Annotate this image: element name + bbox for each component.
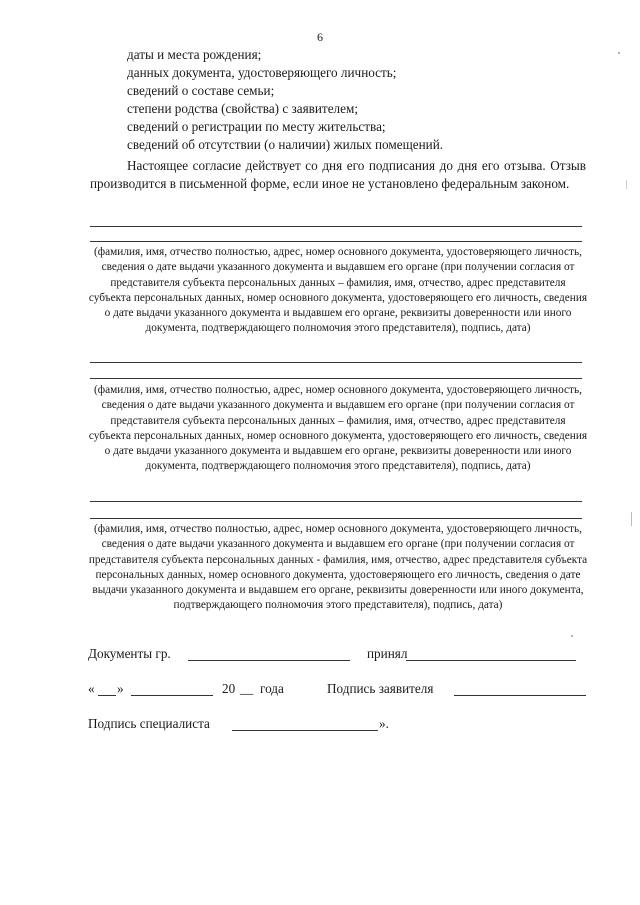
applicant-signature-label: Подпись заявителя: [327, 681, 434, 696]
page-number: 6: [317, 30, 323, 44]
citizen-name-field[interactable]: [188, 660, 350, 661]
specialist-signature-field[interactable]: [232, 730, 378, 731]
year-suffix: года: [260, 681, 284, 696]
list-item: сведений о регистрации по месту жительства;: [127, 119, 386, 134]
accepted-label: принял: [367, 646, 408, 661]
day-field[interactable]: [98, 695, 116, 696]
signature-line[interactable]: [90, 501, 582, 502]
scan-speck: [626, 180, 627, 189]
signature-line[interactable]: [90, 226, 582, 227]
signature-line[interactable]: [90, 362, 582, 363]
applicant-signature-field[interactable]: [454, 695, 586, 696]
signature-line[interactable]: [90, 241, 582, 242]
signature-line[interactable]: [90, 518, 582, 519]
accepted-by-field[interactable]: [406, 660, 576, 661]
year-field[interactable]: __: [240, 681, 254, 696]
list-item: данных документа, удостоверяющего личность;: [127, 65, 397, 80]
list-item: сведений об отсутствии (о наличии) жилых помещений.: [127, 137, 444, 152]
scan-speck: [571, 635, 573, 637]
signature-caption: (фамилия, имя, отчество полностью, адрес, номер основного документа, удостоверяющего личность, сведения о дате выдачи указанного документа и выдавшем его органе (при получении согласия от представителя субъекта персональных данных – фамилия, имя, отчество, адрес представителя субъекта персональных данных, номер основного документа, удостоверяющего его личность, сведения о дате выдачи указанного документа и выдавшем его органе, реквизиты доверенности или иного документа, подтверждающего полномочия этого представителя), подпись, дата): [88, 246, 588, 335]
date-close-quote: »: [117, 681, 124, 696]
documents-label: Документы гр.: [88, 646, 171, 661]
personal-data-list: [127, 46, 597, 154]
specialist-end: ».: [379, 716, 389, 731]
list-item: сведений о составе семьи;: [127, 83, 275, 98]
consent-paragraph: Настоящее согласие действует со дня его подписания до дня его отзыва. Отзыв производится в письменной форме, если иное не установлено федеральным законом.: [90, 158, 586, 191]
scan-speck: [618, 52, 620, 54]
signature-line[interactable]: [90, 378, 582, 379]
month-field[interactable]: [131, 695, 213, 696]
date-open-quote: «: [88, 681, 95, 696]
list-item: степени родства (свойства) с заявителем;: [127, 101, 358, 116]
specialist-signature-label: Подпись специалиста: [88, 716, 210, 731]
list-item: даты и места рождения;: [127, 47, 262, 62]
signature-caption: (фамилия, имя, отчество полностью, адрес, номер основного документа, удостоверяющего личность, сведения о дате выдачи указанного документа и выдавшем его органе (при получении согласия от представителя субъекта персональных данных - фамилия, имя, отчество, адрес представителя субъекта персональных данных, номер основного документа, удостоверяющего его личность, сведения о дате выдачи указанного документа и выдавшем его органе, реквизиты доверенности или иного документа, подтверждающего полномочия этого представителя), подпись, дата): [88, 523, 588, 612]
scan-speck: [631, 512, 632, 526]
signature-caption: (фамилия, имя, отчество полностью, адрес, номер основного документа, удостоверяющего личность, сведения о дате выдачи указанного документа и выдавшем его органе (при получении согласия от представителя субъекта персональных данных – фамилия, имя, отчество, адрес представителя субъекта персональных данных, номер основного документа, удостоверяющего его личность, сведения о дате выдачи указанного документа и выдавшем его органе, реквизиты доверенности или иного документа, подтверждающего полномочия этого представителя), подпись, дата): [88, 384, 588, 473]
year-prefix: 20: [222, 681, 236, 696]
